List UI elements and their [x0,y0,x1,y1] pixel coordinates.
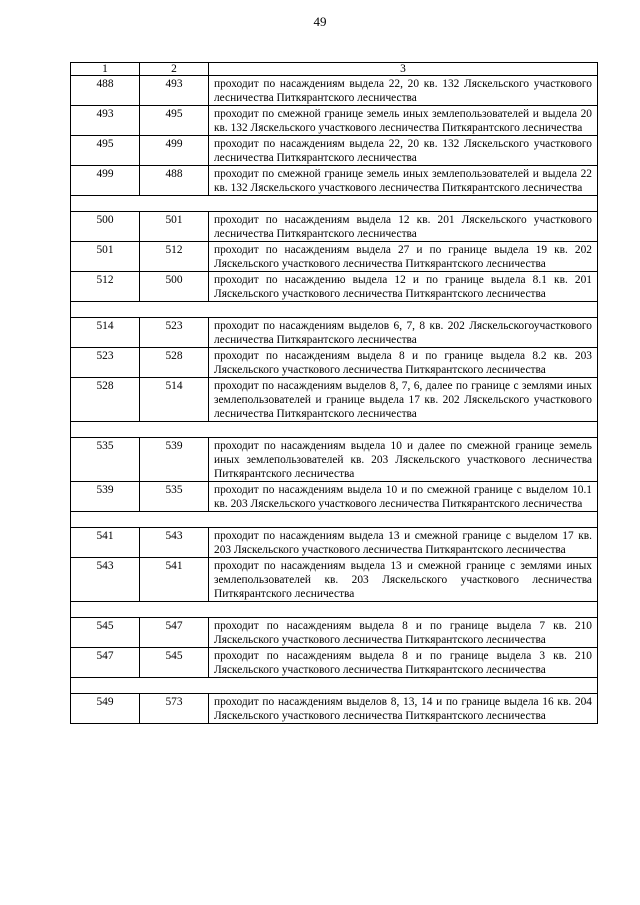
to-point: 493 [140,76,209,106]
boundary-table [70,62,598,724]
table-row [71,318,598,348]
to-point: 545 [140,648,209,678]
to-point: 528 [140,348,209,378]
from-point: 545 [71,618,140,648]
boundary-description: проходит по насаждениям выдела 13 и смежной границе с выделом 17 кв. 203 Ляскельского участкового лесничества Питкярантского лесничества [209,528,598,558]
boundary-description: проходит по насаждениям выдела 10 и по смежной границе с выделом 10.1 кв. 203 Ляскельского участкового лесничества Питкярантского лесничества [209,482,598,512]
table-row [71,438,598,482]
from-point: 543 [71,558,140,602]
separator-cell [71,678,598,694]
separator-row [71,602,598,618]
from-point: 547 [71,648,140,678]
boundary-description: проходит по насаждениям выдела 13 и смежной границе с землями иных землепользователей кв. 203 Ляскельского участкового лесничества Питкярантского лесничества [209,558,598,602]
table-row [71,528,598,558]
table-row [71,618,598,648]
table-row [71,136,598,166]
table-row [71,166,598,196]
table-row [71,482,598,512]
table-row [71,694,598,724]
header-col-2: 2 [140,63,209,76]
separator-cell [71,302,598,318]
separator-cell [71,512,598,528]
from-point: 514 [71,318,140,348]
to-point: 523 [140,318,209,348]
boundary-description: проходит по насаждениям выдела 22, 20 кв. 132 Ляскельского участкового лесничества Питкярантского лесничества [209,76,598,106]
table-row [71,242,598,272]
from-point: 495 [71,136,140,166]
boundary-description: проходит по насаждениям выдела 27 и по границе выдела 19 кв. 202 Ляскельского участкового лесничества Питкярантского лесничества [209,242,598,272]
boundary-description: проходит по насаждениям выдела 22, 20 кв. 132 Ляскельского участкового лесничества Питкярантского лесничества [209,136,598,166]
from-point: 512 [71,272,140,302]
table-row [71,558,598,602]
from-point: 541 [71,528,140,558]
separator-cell [71,422,598,438]
boundary-description: проходит по насаждениям выделов 8, 13, 14 и по границе выдела 16 кв. 204 Ляскельского участкового лесничества Питкярантского лесничества [209,694,598,724]
from-point: 501 [71,242,140,272]
to-point: 514 [140,378,209,422]
table-row [71,272,598,302]
boundary-description: проходит по насаждениям выделов 8, 7, 6, далее по границе с землями иных землепользователей и границе выдела 17 кв. 202 Ляскельского участкового лесничества Питкярантского лесничества [209,378,598,422]
from-point: 523 [71,348,140,378]
to-point: 495 [140,106,209,136]
from-point: 500 [71,212,140,242]
separator-cell [71,196,598,212]
header-col-3: 3 [209,63,598,76]
separator-row [71,302,598,318]
to-point: 512 [140,242,209,272]
boundary-description: проходит по смежной границе земель иных землепользователей и выдела 22 кв. 132 Ляскельского участкового лесничества Питкярантского лесничества [209,166,598,196]
separator-row [71,512,598,528]
to-point: 547 [140,618,209,648]
boundary-table-body [71,63,598,724]
boundary-description: проходит по насаждениям выдела 12 кв. 201 Ляскельского участкового лесничества Питкярантского лесничества [209,212,598,242]
from-point: 528 [71,378,140,422]
boundary-description: проходит по насаждению выдела 12 и по границе выдела 8.1 кв. 201 Ляскельского участкового лесничества Питкярантского лесничества [209,272,598,302]
to-point: 573 [140,694,209,724]
separator-row [71,196,598,212]
page-number: 49 [313,14,327,29]
from-point: 488 [71,76,140,106]
table-row [71,348,598,378]
boundary-description: проходит по насаждениям выдела 8 и по границе выдела 3 кв. 210 Ляскельского участкового лесничества Питкярантского лесничества [209,648,598,678]
table-row [71,76,598,106]
table-row [71,212,598,242]
to-point: 499 [140,136,209,166]
boundary-description: проходит по насаждениям выдела 10 и далее по смежной границе земель иных землепользователей кв. 203 Ляскельского участкового лесничества Питкярантского лесничества [209,438,598,482]
separator-row [71,678,598,694]
header-row [71,63,598,76]
from-point: 493 [71,106,140,136]
to-point: 500 [140,272,209,302]
header-col-1: 1 [71,63,140,76]
table-row [71,378,598,422]
separator-row [71,422,598,438]
from-point: 549 [71,694,140,724]
to-point: 501 [140,212,209,242]
from-point: 499 [71,166,140,196]
to-point: 543 [140,528,209,558]
table-row [71,648,598,678]
boundary-description: проходит по насаждениям выдела 8 и по границе выдела 8.2 кв. 203 Ляскельского участкового лесничества Питкярантского лесничества [209,348,598,378]
to-point: 488 [140,166,209,196]
separator-cell [71,602,598,618]
to-point: 539 [140,438,209,482]
boundary-description: проходит по смежной границе земель иных землепользователей и выдела 20 кв. 132 Ляскельского участкового лесничества Питкярантского лесничества [209,106,598,136]
table-row [71,106,598,136]
boundary-description: проходит по насаждениям выделов 6, 7, 8 кв. 202 Ляскельскогоучасткового лесничества Питкярантского лесничества [209,318,598,348]
to-point: 535 [140,482,209,512]
from-point: 535 [71,438,140,482]
to-point: 541 [140,558,209,602]
boundary-description: проходит по насаждениям выдела 8 и по границе выдела 7 кв. 210 Ляскельского участкового лесничества Питкярантского лесничества [209,618,598,648]
from-point: 539 [71,482,140,512]
